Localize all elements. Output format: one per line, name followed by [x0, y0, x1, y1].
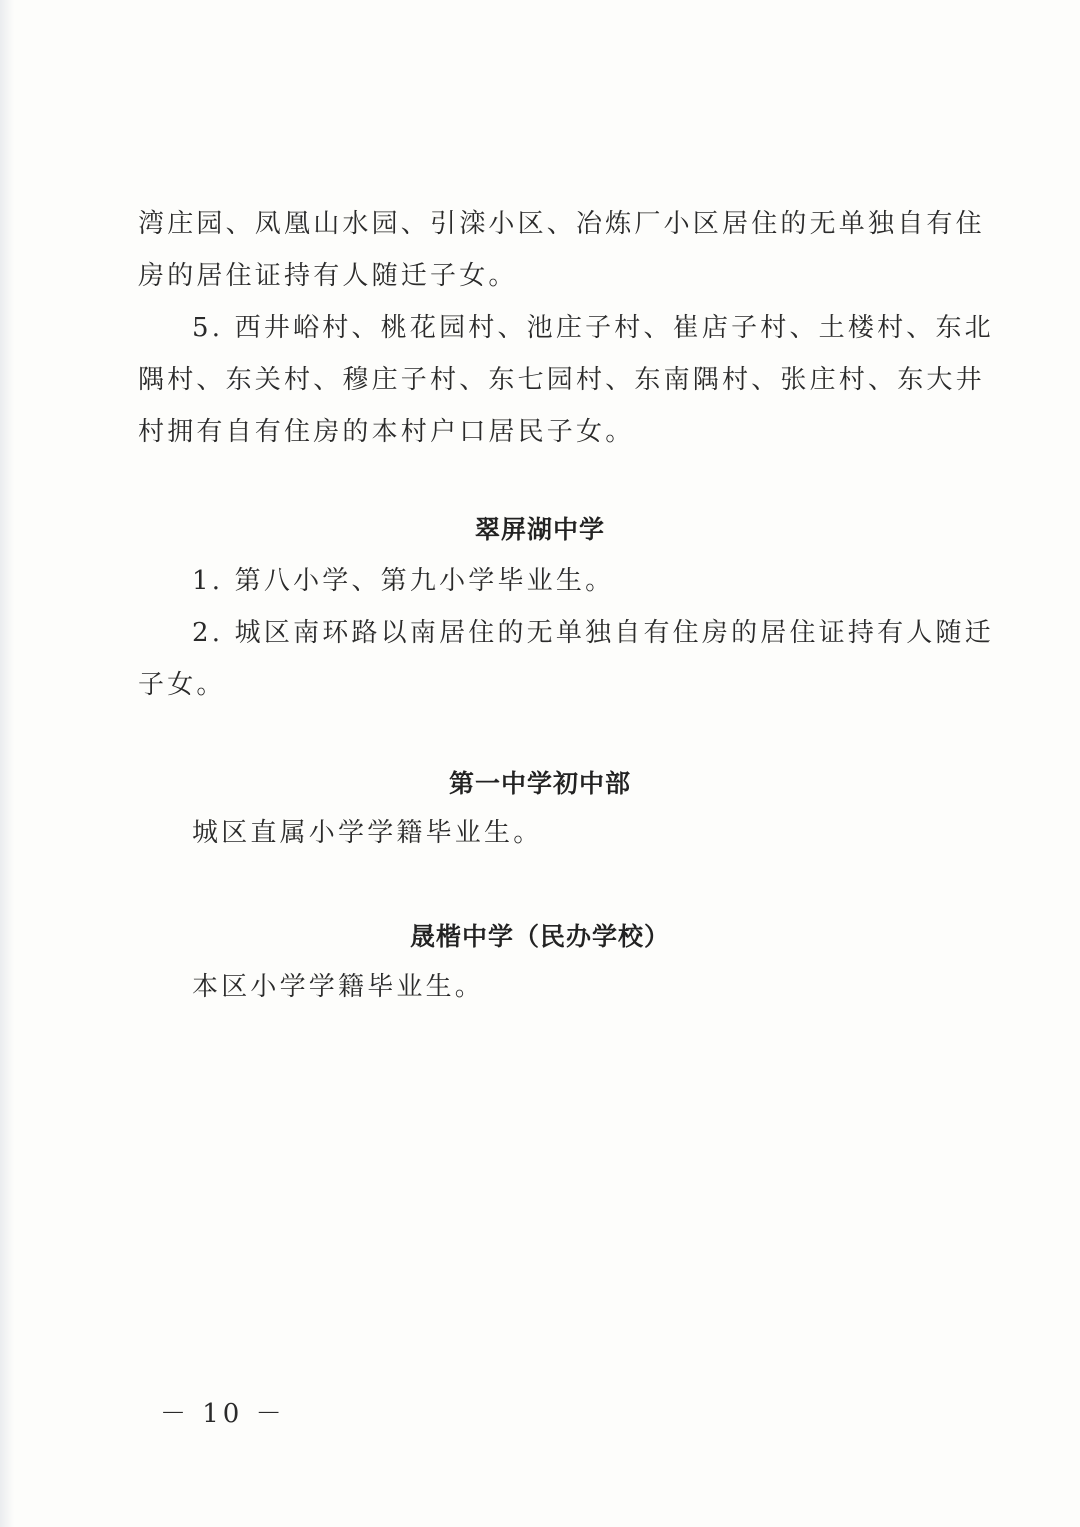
list-item-5-line: 隅村、东关村、穆庄子村、东七园村、东南隅村、张庄村、东大井: [138, 365, 985, 395]
list-item-2-line: 2. 城区南环路以南居住的无单独自有住房的居住证持有人随迁: [192, 618, 994, 648]
scan-edge-shadow: [0, 0, 14, 1527]
list-item-2-line: 子女。: [138, 670, 226, 700]
list-item-5-line: 5. 西井峪村、桃花园村、池庄子村、崔店子村、土楼村、东北: [192, 313, 994, 343]
section-text-shengkai: 本区小学学籍毕业生。: [192, 972, 485, 1002]
section-text-diyi: 城区直属小学学籍毕业生。: [192, 818, 543, 848]
list-item-5-line: 村拥有自有住房的本村户口居民子女。: [138, 417, 635, 447]
paragraph-line: 湾庄园、凤凰山水园、引滦小区、冶炼厂小区居住的无单独自有住: [138, 209, 985, 239]
list-item-1: 1. 第八小学、第九小学毕业生。: [192, 566, 615, 596]
section-title-cuipinghu: 翠屏湖中学: [474, 515, 605, 544]
section-title-diyi: 第一中学初中部: [448, 769, 631, 798]
paragraph-line: 房的居住证持有人随迁子女。: [138, 261, 518, 291]
page-number: － 10 －: [160, 1399, 286, 1429]
section-title-shengkai: 晟楷中学（民办学校）: [409, 922, 670, 951]
